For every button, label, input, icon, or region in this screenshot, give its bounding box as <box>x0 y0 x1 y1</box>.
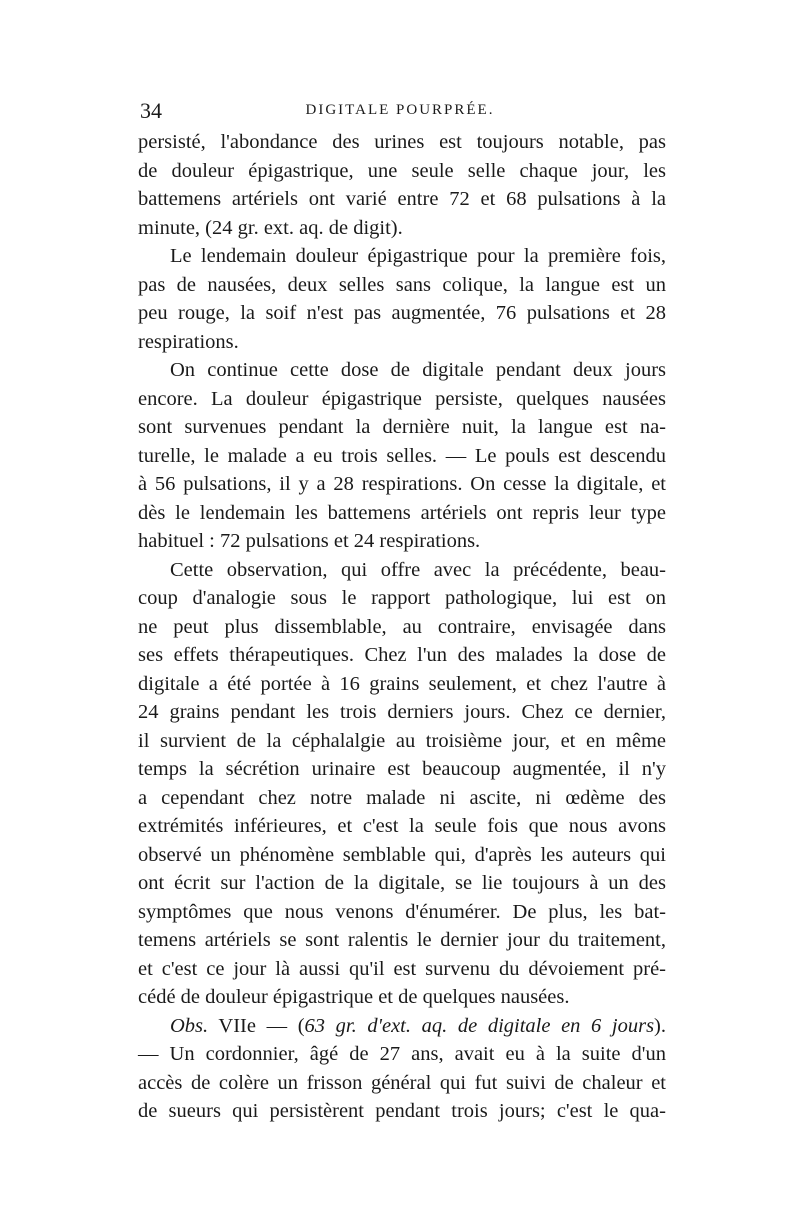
text-line: ses effets thérapeutiques. Chez l'un des malades la dose de <box>138 644 666 666</box>
page-header <box>140 98 660 128</box>
text-line: turelle, le malade a eu trois selles. — Le pouls est descendu <box>138 444 666 467</box>
text-line: peu rouge, la soif n'est pas augmentée, 76 pulsations et 28 <box>138 302 666 324</box>
text-line: coup d'analogie sous le rapport pathologique, lui est on <box>138 587 666 609</box>
text-line: à 56 pulsations, il y a 28 respirations. On cesse la digitale, et <box>138 473 666 495</box>
text-line: minute, (24 gr. ext. aq. de digit). <box>138 216 403 239</box>
text-line: cédé de douleur épigastrique et de quelques nausées. <box>138 986 570 1008</box>
observation-dash: — ( <box>255 1014 305 1037</box>
text-line: Le lendemain douleur épigastrique pour la première fois, <box>170 245 666 267</box>
text-line: 24 grains pendant les trois derniers jours. Chez ce dernier, <box>138 701 666 723</box>
text-line: il survient de la céphalalgie au troisième jour, et en même <box>138 729 666 752</box>
text-line: de douleur épigastrique, une seule selle chaque jour, les <box>138 159 666 182</box>
observation-label: Obs. <box>170 1014 209 1037</box>
observation-detail: 63 gr. d'ext. aq. de digitale en 6 jours <box>304 1014 655 1037</box>
observation-heading <box>138 1012 666 1041</box>
text-line: sont survenues pendant la dernière nuit, la langue est na- <box>138 416 666 438</box>
text-line: — Un cordonnier, âgé de 27 ans, avait eu à la suite d'un <box>138 1043 666 1065</box>
running-head: DIGITALE POURPRÉE. <box>305 102 495 118</box>
text-line: temps la sécrétion urinaire est beaucoup augmentée, il n'y <box>138 758 666 780</box>
text-line: dès le lendemain les battemens artériels ont repris leur type <box>138 501 666 524</box>
text-line: a cependant chez notre malade ni ascite, ni œdème des <box>138 786 666 809</box>
text-line: de sueurs qui persistèrent pendant trois jours; c'est le qua- <box>138 1100 666 1122</box>
text-line: symptômes que nous venons d'énumérer. De plus, les bat- <box>138 900 666 923</box>
text-line: digitale a été portée à 16 grains seulement, et chez l'autre à <box>138 672 666 695</box>
text-line: et c'est ce jour là aussi qu'il est survenu du dévoiement pré- <box>138 957 666 980</box>
text-line: battemens artériels ont varié entre 72 et 68 pulsations à la <box>138 188 666 210</box>
text-line: pas de nausées, deux selles sans colique, la langue est un <box>138 273 666 296</box>
text-line: ont écrit sur l'action de la digitale, se lie toujours à un des <box>138 872 666 894</box>
text-line: accès de colère un frisson général qui fut suivi de chaleur et <box>138 1071 666 1094</box>
text-line: On continue cette dose de digitale pendant deux jours <box>170 359 666 381</box>
text-line: encore. La douleur épigastrique persiste, quelques nausées <box>138 387 666 410</box>
text-line: observé un phénomène semblable qui, d'après les auteurs qui <box>138 843 666 866</box>
observation-number: VIIe <box>218 1014 256 1037</box>
text-line: Cette observation, qui offre avec la précédente, beau- <box>170 558 666 581</box>
text-line: respirations. <box>138 330 239 353</box>
text-line: extrémités inférieures, et c'est la seule fois que nous avons <box>138 815 666 837</box>
text-line: temens artériels se sont ralentis le dernier jour du traitement, <box>138 929 666 951</box>
text-line: ne peut plus dissemblable, au contraire, envisagée dans <box>138 615 666 638</box>
body-text <box>138 128 666 1126</box>
text-line: habituel : 72 pulsations et 24 respirations. <box>138 530 481 552</box>
page-number: 34 <box>140 98 162 123</box>
text-line: persisté, l'abondance des urines est toujours notable, pas <box>138 131 666 153</box>
observation-close: ). <box>654 1014 666 1037</box>
